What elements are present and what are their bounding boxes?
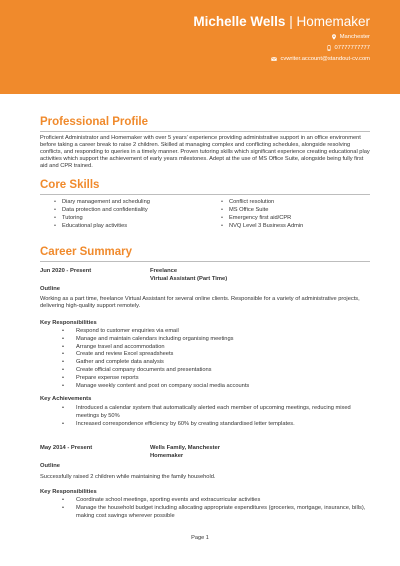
job-employer: Wells Family, Manchester	[150, 445, 221, 451]
skill-item: • Diary management and scheduling	[40, 198, 207, 206]
email-icon	[271, 56, 277, 62]
list-item: • Increased correspondence efficiency by 60% by creating standardised letter templates.	[40, 421, 370, 429]
job-employer: Freelance	[150, 268, 178, 274]
job-dates: Jun 2020 - Present	[40, 268, 92, 274]
list-item: • Arrange travel and accommodation	[40, 344, 370, 352]
skill-item: • Tutoring	[40, 214, 207, 222]
section-divider	[40, 261, 370, 262]
skills-grid	[40, 198, 370, 230]
location-text: Manchester	[339, 34, 370, 40]
responsibilities-list	[40, 497, 370, 520]
header-separator: |	[285, 14, 297, 29]
section-divider	[40, 131, 370, 132]
list-item: • Manage weekly content and post on company social media accounts	[40, 383, 370, 391]
skill-item: • Emergency first aid/CPR	[207, 214, 370, 222]
section-title-profile: Professional Profile	[40, 116, 149, 128]
skill-item: • Data protection and confidentiality	[40, 206, 207, 214]
job-dates: May 2014 - Present	[40, 445, 93, 451]
header-banner	[0, 0, 400, 94]
skill-item: • Educational play activities	[40, 222, 207, 230]
page-number: Page 1	[191, 535, 209, 541]
phone-text: 07777777777	[334, 45, 370, 51]
responsibilities-list	[40, 328, 370, 390]
job-outline: Successfully raised 2 children while maintaining the family household.	[40, 474, 216, 480]
achievements-list	[40, 405, 370, 428]
header-name-line	[193, 14, 370, 29]
list-item: • Create official company documents and presentations	[40, 367, 370, 375]
candidate-name: Michelle Wells	[193, 14, 286, 29]
section-divider	[40, 194, 370, 195]
job-outline: Working as a part time, freelance Virtual Assistant for several online clients. Responsible for a variety of administrative projects, delivering high-quality support remotely.	[40, 296, 360, 310]
skill-item: • NVQ Level 3 Business Admin	[207, 222, 370, 230]
email-line	[271, 56, 370, 62]
outline-label: Outline	[40, 286, 60, 292]
location-pin-icon	[331, 34, 337, 40]
candidate-title: Homemaker	[296, 14, 370, 29]
phone-icon	[326, 45, 332, 51]
section-title-skills: Core Skills	[40, 179, 100, 191]
list-item: • Manage and maintain calendars including organising meetings	[40, 336, 370, 344]
skill-item: • Conflict resolution	[207, 198, 370, 206]
responsibilities-label: Key Responsibilities	[40, 320, 97, 326]
list-item: • Introduced a calendar system that automatically alerted each member of upcoming meetings, reducing mixed meetings by 50%	[40, 405, 370, 421]
responsibilities-label: Key Responsibilities	[40, 489, 97, 495]
list-item: • Prepare expense reports	[40, 375, 370, 383]
list-item: • Coordinate school meetings, sporting events and extracurricular activities	[40, 497, 370, 505]
list-item: • Create and review Excel spreadsheets	[40, 351, 370, 359]
job-role: Homemaker	[150, 453, 184, 459]
list-item: • Manage the household budget including allocating appropriate expenditures (groceries, mortgage, insurance, bills), making cost savings wherever possible	[40, 505, 370, 521]
phone-line	[326, 45, 370, 51]
location-line	[331, 34, 370, 40]
skill-item: • MS Office Suite	[207, 206, 370, 214]
list-item: • Gather and complete data analysis	[40, 359, 370, 367]
achievements-label: Key Achievements	[40, 396, 92, 402]
outline-label: Outline	[40, 463, 60, 469]
job-role: Virtual Assistant (Part Time)	[150, 276, 228, 282]
profile-summary: Proficient Administrator and Homemaker with over 5 years’ experience providing administrative support in an office environment before taking a career break to raise 2 children. Skilled at managing complex and conflicting schedules, alongside resolving conflicts, and responding to queries in a timely manner. Proven tutoring skills which significant experience creating educational play activities which support the achievement of early years milestones. Adept at the use of MS Office Suite, alongside being fully first aid and CPR trained.	[40, 135, 370, 170]
section-title-career: Career Summary	[40, 246, 133, 258]
list-item: • Respond to customer enquiries via email	[40, 328, 370, 336]
email-text[interactable]: cvwriter.account@standout-cv.com	[280, 56, 370, 62]
